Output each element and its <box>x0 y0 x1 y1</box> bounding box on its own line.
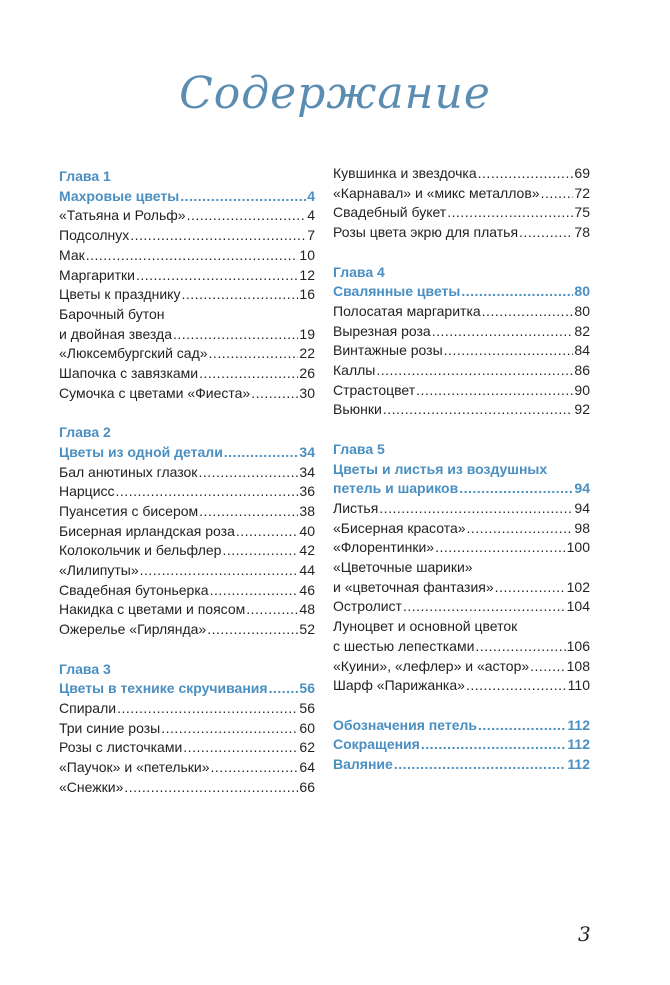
toc-entry-text: Махровые цветы <box>59 187 180 204</box>
toc-entry <box>333 676 590 696</box>
toc-page-number: 92 <box>574 401 590 418</box>
toc-entry <box>59 206 315 226</box>
dot-leader <box>403 597 566 617</box>
toc-page-number: 84 <box>574 342 590 359</box>
toc-entry <box>59 719 315 739</box>
toc-page-number: 34 <box>299 463 315 480</box>
dot-leader <box>116 482 299 502</box>
section-gap <box>333 696 590 716</box>
dot-leader <box>187 206 307 226</box>
toc-page-number: 52 <box>299 621 315 638</box>
dot-leader <box>447 203 573 223</box>
toc-page-number: 10 <box>299 246 315 263</box>
toc-entry-text: «Лилипуты» <box>59 562 139 579</box>
toc-page-number: 64 <box>299 759 315 776</box>
toc-entry <box>333 637 590 657</box>
toc-page-number: 26 <box>299 365 315 382</box>
section-title <box>333 479 590 499</box>
dot-leader <box>198 463 298 483</box>
dot-leader <box>541 184 574 204</box>
toc-entry <box>59 738 315 758</box>
dot-leader <box>478 716 566 736</box>
toc-page-number: 19 <box>299 325 315 342</box>
toc-entry-text: «Татьяна и Рольф» <box>59 207 186 224</box>
toc-entry <box>59 620 315 640</box>
toc-page-number: 82 <box>574 322 590 339</box>
dot-leader <box>466 676 567 696</box>
toc-entry-text: и «цветочная фантазия» <box>333 578 494 595</box>
dot-leader <box>124 778 298 798</box>
toc-entry <box>59 561 315 581</box>
toc-page-number: 48 <box>299 601 315 618</box>
toc-page-number: 112 <box>567 756 590 773</box>
toc-entry-text: «Цветочные шарики» <box>333 559 473 576</box>
dot-leader <box>475 637 565 657</box>
toc-page-number: 80 <box>574 283 590 300</box>
toc-page-number: 42 <box>299 542 315 559</box>
toc-page-number: 78 <box>574 224 590 241</box>
toc-left-column <box>59 167 315 797</box>
toc-entry-text: «Люксембургский сад» <box>59 345 208 362</box>
dot-leader <box>209 344 299 364</box>
dot-leader <box>86 246 299 266</box>
toc-entry-text: Вырезная роза <box>333 322 431 339</box>
toc-entry-text: петель и шариков <box>333 480 459 497</box>
toc-entry-text: Винтажные розы <box>333 342 443 359</box>
toc-entry <box>59 541 315 561</box>
toc-entry-text: «Флорентинки» <box>333 539 435 556</box>
dot-leader <box>530 657 565 677</box>
toc-page-number: 94 <box>574 480 590 497</box>
toc-entry <box>333 184 590 204</box>
toc-entry-text: Накидка с цветами и поясом <box>59 601 246 618</box>
dot-leader <box>136 266 298 286</box>
dot-leader <box>210 581 299 601</box>
toc-entry-text: Три синие розы <box>59 719 161 736</box>
section-gap <box>333 243 590 263</box>
dot-leader <box>251 384 298 404</box>
toc-page-number: 86 <box>574 362 590 379</box>
dot-leader <box>383 400 574 420</box>
toc-entry <box>333 361 590 381</box>
chapter-label: Глава 4 <box>333 263 385 280</box>
toc-entry-text: Подсолнух <box>59 227 130 244</box>
section-title <box>333 755 590 775</box>
toc-entry-text: Кувшинка и звездочка <box>333 165 477 181</box>
chapter-label: Глава 3 <box>59 660 111 677</box>
toc-entry <box>333 223 590 243</box>
dot-leader <box>199 364 298 384</box>
toc-entry-text: с шестью лепестками <box>333 637 475 654</box>
toc-entry-text: Остролист <box>333 598 402 615</box>
toc-entry <box>59 502 315 522</box>
dot-leader <box>207 620 298 640</box>
toc-entry <box>59 778 315 798</box>
toc-entry-text: Спирали <box>59 699 117 716</box>
toc-page-number: 56 <box>299 680 315 697</box>
toc-page-number: 46 <box>299 581 315 598</box>
toc-entry-text: Цветы в технике скручивания <box>59 680 268 697</box>
dot-leader <box>222 541 298 561</box>
toc-page-number: 40 <box>299 522 315 539</box>
toc-page-number: 44 <box>299 562 315 579</box>
toc-entry <box>333 499 590 519</box>
toc-page-number: 69 <box>574 165 590 181</box>
toc-entry <box>59 600 315 620</box>
toc-entry <box>59 246 315 266</box>
toc-entry-text: «Куини», «лефлер» и «астор» <box>333 657 530 674</box>
toc-page-number: 90 <box>574 381 590 398</box>
toc-entry <box>333 538 590 558</box>
toc-entry-text: Бисерная ирландская роза <box>59 522 235 539</box>
toc-entry <box>59 758 315 778</box>
dot-leader <box>246 600 298 620</box>
toc-entry-text: Сокращения <box>333 736 420 753</box>
toc-page-number: 110 <box>567 677 590 694</box>
dot-leader <box>130 226 306 246</box>
toc-entry-text: Сумочка с цветами «Фиеста» <box>59 384 251 401</box>
toc-entry-text: Обозначения петель <box>333 716 477 733</box>
toc-page-number: 102 <box>566 578 590 595</box>
page-number: 3 <box>578 922 591 946</box>
toc-page-number: 104 <box>566 598 590 615</box>
toc-entry <box>59 581 315 601</box>
toc-entry-text: «Карнавал» и «микс металлов» <box>333 184 540 201</box>
toc-page-number: 108 <box>566 657 590 674</box>
chapter-label: Глава 2 <box>59 424 111 441</box>
dot-leader <box>180 187 306 207</box>
toc-entry-text: Свадебный букет <box>333 204 447 221</box>
toc-page-number: 80 <box>574 302 590 319</box>
toc-entry <box>59 463 315 483</box>
toc-entry-text: Цветы к празднику <box>59 286 181 303</box>
toc-entry <box>333 302 590 322</box>
dot-leader <box>269 679 299 699</box>
dot-leader <box>379 499 573 519</box>
dot-leader <box>140 561 299 581</box>
toc-entry-text: Шапочка с завязками <box>59 365 199 382</box>
dot-leader <box>416 381 573 401</box>
toc-entry <box>333 322 590 342</box>
section-title <box>333 282 590 302</box>
dot-leader <box>183 738 298 758</box>
toc-entry <box>333 657 590 677</box>
section-gap <box>59 640 315 660</box>
dot-leader <box>459 479 573 499</box>
toc-page-number: 30 <box>299 384 315 401</box>
page-title: Содержание <box>179 68 491 119</box>
toc-entry-text: Пуансетия с бисером <box>59 502 199 519</box>
dot-leader <box>435 538 566 558</box>
dot-leader <box>199 502 298 522</box>
toc-page-number: 100 <box>566 539 590 556</box>
dot-leader <box>519 223 573 243</box>
toc-page-number: 22 <box>299 345 315 362</box>
toc-entry-text: Страстоцвет <box>333 381 416 398</box>
chapter-label: Глава 5 <box>333 440 385 457</box>
toc-page-number: 34 <box>299 443 315 460</box>
dot-leader <box>421 735 567 755</box>
toc-entry-text: и двойная звезда <box>59 325 172 342</box>
toc-entry <box>59 522 315 542</box>
dot-leader <box>161 719 298 739</box>
dot-leader <box>461 282 573 302</box>
toc-entry-text: Мак <box>59 246 85 263</box>
toc-entry <box>333 597 590 617</box>
toc-entry-text: Листья <box>333 499 379 516</box>
toc-page-number: 36 <box>299 483 315 500</box>
toc-entry <box>59 699 315 719</box>
toc-page-number: 98 <box>574 519 590 536</box>
section-title <box>59 443 315 463</box>
dot-leader <box>181 285 298 305</box>
toc-entry-text: Луноцвет и основной цветок <box>333 618 518 635</box>
toc-entry <box>333 203 590 223</box>
dot-leader <box>432 322 574 342</box>
toc-entry <box>333 400 590 420</box>
toc-entry <box>333 381 590 401</box>
dot-leader <box>482 302 574 322</box>
toc-page-number: 66 <box>299 778 315 795</box>
toc-entry-text: Ожерелье «Гирлянда» <box>59 621 207 638</box>
toc-page-number: 72 <box>574 184 590 201</box>
dot-leader <box>211 758 299 778</box>
toc-page-number: 38 <box>299 502 315 519</box>
toc-entry-text: Бал анютиных глазок <box>59 463 198 480</box>
toc-entry-text: Валяние <box>333 756 393 773</box>
toc-entry-text: Нарцисс <box>59 483 115 500</box>
dot-leader <box>173 325 298 345</box>
toc-entry <box>59 384 315 404</box>
toc-page-number: 75 <box>574 204 590 221</box>
toc-entry-text: Барочный бутон <box>59 305 165 322</box>
section-gap <box>333 420 590 440</box>
toc-page-number: 62 <box>299 739 315 756</box>
dot-leader <box>224 443 299 463</box>
toc-entry-text: Розы цвета экрю для платья <box>333 224 519 241</box>
chapter-label: Глава 1 <box>59 168 111 184</box>
dot-leader <box>394 755 567 775</box>
dot-leader <box>467 519 574 539</box>
toc-entry-text: Каллы <box>333 362 376 379</box>
toc-page-number: 112 <box>567 716 590 733</box>
section-title <box>333 735 590 755</box>
toc-entry <box>333 578 590 598</box>
dot-leader <box>495 578 566 598</box>
dot-leader <box>444 341 574 361</box>
toc-entry-text: Цветы из одной детали <box>59 443 223 460</box>
toc-entry <box>333 519 590 539</box>
toc-page-number: 7 <box>307 227 315 244</box>
toc-page-number: 12 <box>299 266 315 283</box>
toc-entry <box>59 226 315 246</box>
toc-entry-text: Розы с листочками <box>59 739 183 756</box>
toc-page-number: 4 <box>307 187 315 204</box>
dot-leader <box>236 522 299 542</box>
section-title: Цветы и листья из воздушных <box>333 460 548 477</box>
toc-page-number: 4 <box>307 207 315 224</box>
toc-page-number: 56 <box>299 699 315 716</box>
toc-page-number: 112 <box>567 736 590 753</box>
dot-leader <box>376 361 573 381</box>
dot-leader <box>117 699 298 719</box>
toc-entry-text: Маргаритки <box>59 266 135 283</box>
toc-entry-text: Колокольчик и бельфлер <box>59 542 222 559</box>
toc-entry <box>59 266 315 286</box>
toc-entry-text: Вьюнки <box>333 401 382 418</box>
section-title <box>333 716 590 736</box>
toc-entry-text: «Снежки» <box>59 778 124 795</box>
toc-right-column <box>333 164 590 775</box>
toc-entry <box>59 325 315 345</box>
toc-page-number: 106 <box>566 637 590 654</box>
toc-entry-text: Свадебная бутоньерка <box>59 581 209 598</box>
toc-entry-text: Полосатая маргаритка <box>333 302 481 319</box>
toc-entry <box>59 364 315 384</box>
toc-entry <box>333 341 590 361</box>
toc-entry-text: «Бисерная красота» <box>333 519 466 536</box>
section-gap <box>59 403 315 423</box>
dot-leader <box>478 164 574 184</box>
section-title <box>59 679 315 699</box>
toc-page-number: 94 <box>574 499 590 516</box>
toc-entry <box>59 344 315 364</box>
toc-page-number: 60 <box>299 719 315 736</box>
toc-entry-text: Свалянные цветы <box>333 283 461 300</box>
toc-page-number: 16 <box>299 286 315 303</box>
toc-entry <box>59 482 315 502</box>
toc-entry-text: «Паучок» и «петельки» <box>59 759 210 776</box>
toc-entry-text: Шарф «Парижанка» <box>333 677 465 694</box>
section-title <box>59 187 315 207</box>
toc-entry <box>59 285 315 305</box>
toc-entry <box>333 164 590 184</box>
